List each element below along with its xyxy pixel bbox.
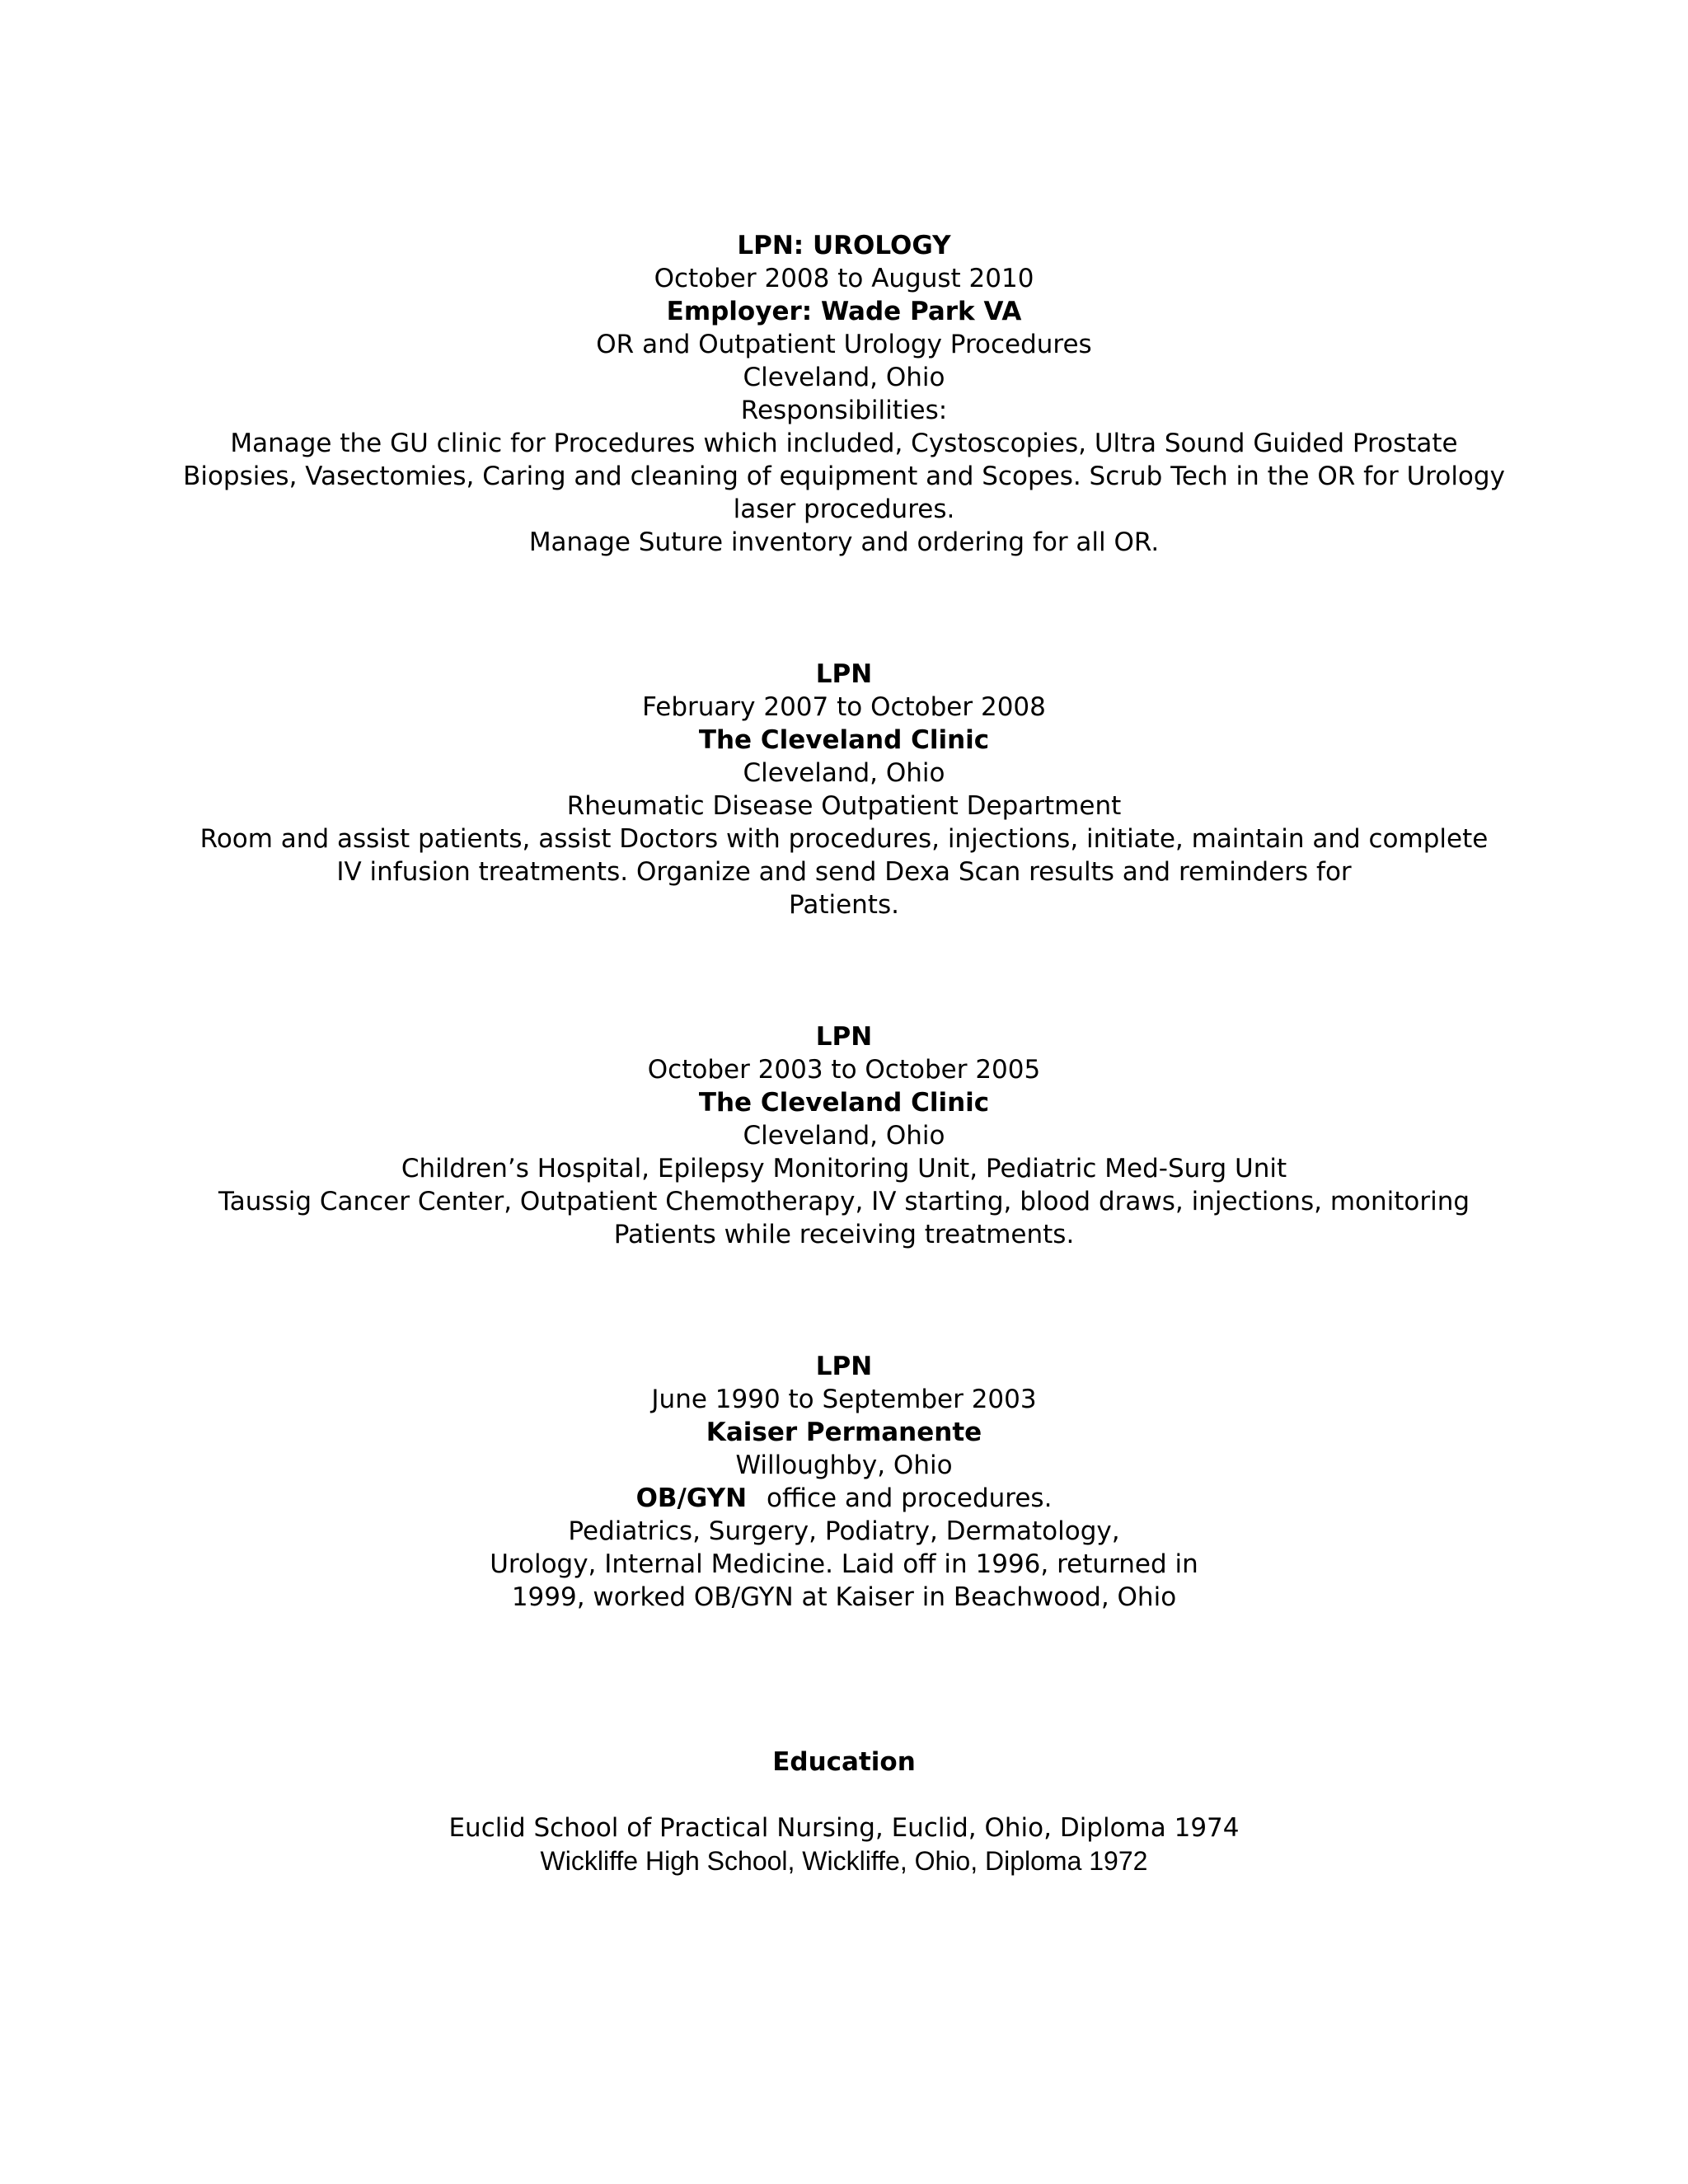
job-description-line: 1999, worked OB/GYN at Kaiser in Beachwood, Ohio (511, 1582, 1177, 1612)
job-department: Rheumatic Disease Outpatient Department (566, 791, 1122, 821)
job-title: LPN (815, 659, 873, 689)
education-entry: Euclid School of Practical Nursing, Euclid, Ohio, Diploma 1974 (448, 1813, 1240, 1843)
job-employer: The Cleveland Clinic (698, 725, 990, 755)
job-employer: Employer: Wade Park VA (666, 297, 1022, 326)
job-dates: June 1990 to September 2003 (651, 1385, 1037, 1414)
job-location: Cleveland, Ohio (743, 758, 945, 788)
job-dates: October 2003 to October 2005 (647, 1055, 1041, 1085)
education-heading: Education (772, 1747, 916, 1777)
job-title: LPN (815, 1352, 873, 1381)
education-entry: Wickliffe High School, Wickliffe, Ohio, Diploma 1972 (540, 1846, 1148, 1876)
job-title: LPN: UROLOGY (737, 231, 951, 260)
job-description-line: laser procedures. (733, 494, 955, 524)
job-description-line: IV infusion treatments. Organize and send Dexa Scan results and reminders for (336, 857, 1352, 887)
job-location: Cleveland, Ohio (743, 1121, 945, 1151)
job-description-line: Urology, Internal Medicine. Laid off in 1996, returned in (490, 1549, 1198, 1579)
job-description-line: Children’s Hospital, Epilepsy Monitoring Unit, Pediatric Med-Surg Unit (401, 1154, 1287, 1183)
job-specialty-bold: OB/GYN (635, 1483, 748, 1513)
job-specialty-rest: office and procedures. (767, 1483, 1053, 1513)
job-description-line: Patients. (789, 890, 899, 920)
job-description-line: Manage the GU clinic for Procedures which included, Cystoscopies, Ultra Sound Guided Prostate (230, 429, 1458, 458)
job-location: Willoughby, Ohio (735, 1451, 953, 1480)
job-description-line: Pediatrics, Surgery, Podiatry, Dermatology, (568, 1516, 1120, 1546)
job-description-line: Biopsies, Vasectomies, Caring and cleaning of equipment and Scopes. Scrub Tech in the OR for Urology (183, 462, 1505, 491)
job-title: LPN (815, 1022, 873, 1052)
job-specialty (0, 1482, 1688, 1515)
job-description-line: Taussig Cancer Center, Outpatient Chemotherapy, IV starting, blood draws, injections, monitoring (218, 1187, 1470, 1216)
job-employer: The Cleveland Clinic (698, 1088, 990, 1118)
job-dates: February 2007 to October 2008 (642, 692, 1046, 722)
job-employer: Kaiser Permanente (706, 1418, 982, 1447)
job-department: OR and Outpatient Urology Procedures (596, 330, 1092, 359)
job-description-line: Manage Suture inventory and ordering for all OR. (528, 527, 1160, 557)
job-description-line: Room and assist patients, assist Doctors with procedures, injections, initiate, maintain and complete (199, 824, 1489, 854)
job-dates: October 2008 to August 2010 (654, 264, 1034, 293)
job-description-line: Patients while receiving treatments. (613, 1220, 1075, 1249)
job-responsibilities-label: Responsibilities: (740, 396, 948, 425)
job-location: Cleveland, Ohio (743, 363, 945, 392)
